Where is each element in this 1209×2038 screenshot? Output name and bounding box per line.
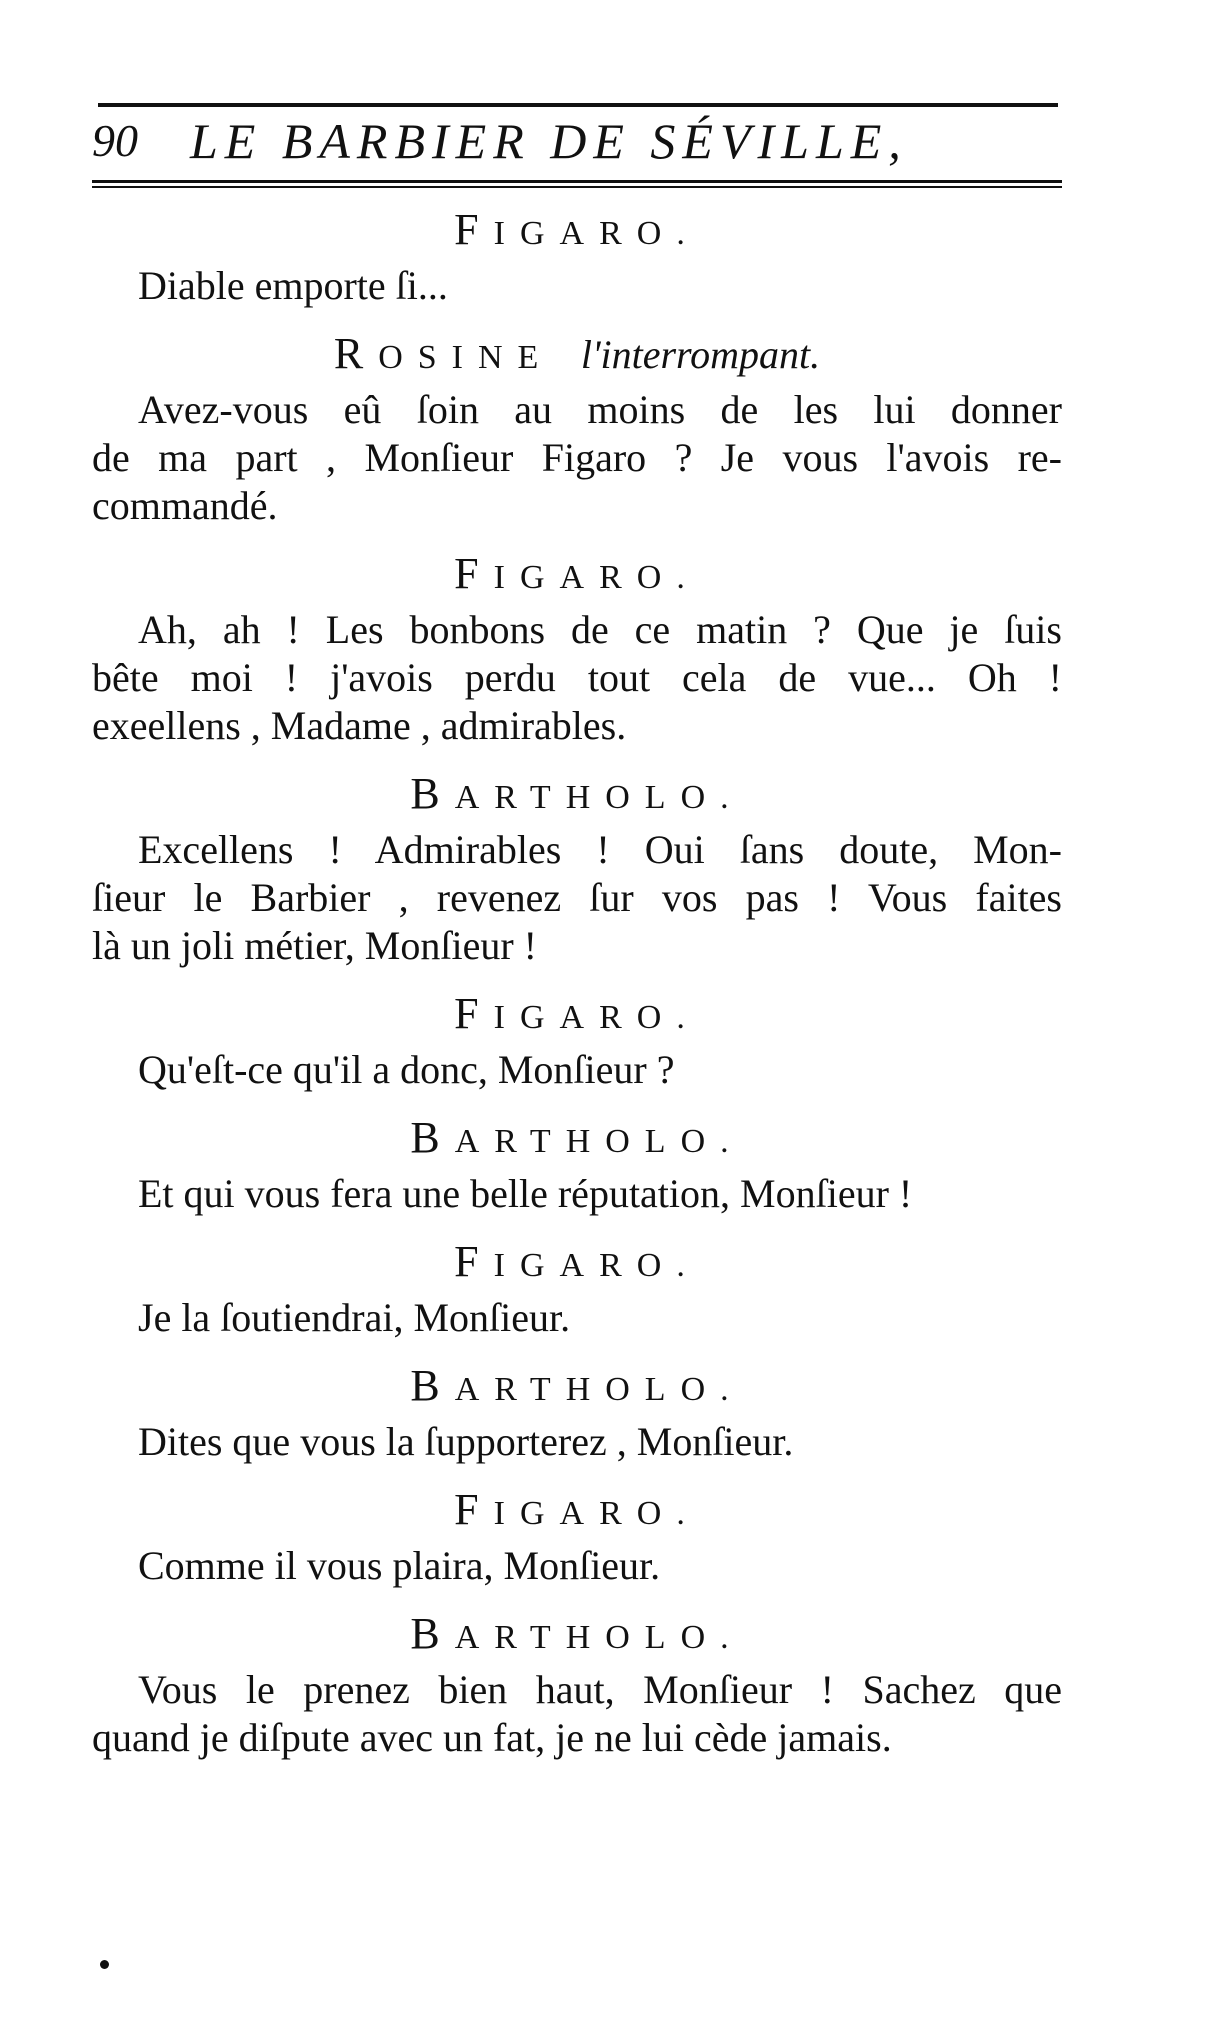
header-rule-top	[98, 103, 1058, 107]
speaker-name-rest: ARTHOLO.	[454, 779, 744, 816]
speaker-initial: F	[454, 549, 494, 598]
speaker-name-rest: ARTHOLO.	[454, 1619, 744, 1656]
dialogue-line: Vous le prenez bien haut, Monſieur ! Sachez que	[138, 1667, 1062, 1712]
speaker-heading	[92, 198, 1062, 262]
ink-speck	[100, 1960, 109, 1969]
speaker-initial: F	[454, 989, 494, 1038]
speaker-heading	[92, 542, 1062, 606]
speaker-heading	[92, 1106, 1062, 1170]
speaker-initial: B	[410, 1361, 455, 1410]
speaker-name-rest: IGARO.	[493, 1247, 700, 1284]
speaker-name-rest: OSINE	[378, 339, 554, 376]
speaker-name-rest: IGARO.	[493, 1495, 700, 1532]
dialogue-line: ſieur le Barbier , revenez ſur vos pas ! Vous faites	[92, 875, 1062, 920]
stage-direction: l'interrompant.	[580, 332, 821, 377]
speaker-initial: R	[333, 329, 379, 378]
speaker-name-rest: IGARO.	[493, 559, 700, 596]
speaker-heading	[92, 982, 1062, 1046]
running-title: LE BARBIER DE SÉVILLE,	[190, 113, 908, 169]
dialogue-line: Et qui vous fera une belle réputation, Monſieur !	[138, 1171, 913, 1216]
page-header	[92, 110, 1062, 172]
dialogue-line: Je la ſoutiendrai, Monſieur.	[138, 1295, 571, 1340]
dialogue-line: commandé.	[92, 483, 278, 528]
speaker-initial: B	[410, 769, 455, 818]
dialogue-line: quand je diſpute avec un fat, je ne lui cède jamais.	[92, 1715, 892, 1760]
speaker-heading	[92, 1354, 1062, 1418]
header-rule-bottom	[92, 180, 1062, 183]
speaker-heading	[92, 322, 1062, 386]
speaker-name-rest: IGARO.	[493, 215, 700, 252]
dialogue-line: de ma part , Monſieur Figaro ? Je vous l'avois re-	[92, 435, 1062, 480]
dialogue-line: Diable emporte ſi...	[138, 263, 448, 308]
dialogue-line: bête moi ! j'avois perdu tout cela de vue... Oh !	[92, 655, 1062, 700]
speaker-heading	[92, 762, 1062, 826]
speaker-initial: F	[454, 1237, 494, 1286]
speaker-initial: B	[410, 1113, 455, 1162]
speaker-initial: F	[454, 1485, 494, 1534]
page-number: 90	[92, 115, 138, 166]
speaker-initial: B	[410, 1609, 455, 1658]
play-text	[92, 198, 1062, 1762]
speaker-name-rest: IGARO.	[493, 999, 700, 1036]
dialogue-line: Dites que vous la ſupporterez , Monſieur.	[138, 1419, 794, 1464]
speaker-initial: F	[454, 205, 494, 254]
dialogue-line: Excellens ! Admirables ! Oui ſans doute, Mon-	[138, 827, 1062, 872]
speaker-name-rest: ARTHOLO.	[454, 1123, 744, 1160]
dialogue-line: Comme il vous plaira, Monſieur.	[138, 1543, 661, 1588]
speaker-heading	[92, 1602, 1062, 1666]
dialogue-line: là un joli métier, Monſieur !	[92, 923, 537, 968]
speaker-heading	[92, 1478, 1062, 1542]
dialogue-line: Ah, ah ! Les bonbons de ce matin ? Que je ſuis	[138, 607, 1062, 652]
speaker-name-rest: ARTHOLO.	[454, 1371, 744, 1408]
dialogue-line: Avez-vous eû ſoin au moins de les lui donner	[138, 387, 1062, 432]
speaker-heading	[92, 1230, 1062, 1294]
dialogue-line: Qu'eſt-ce qu'il a donc, Monſieur ?	[138, 1047, 675, 1092]
header-rule-bottom-thin	[92, 186, 1062, 188]
dialogue-line: exeellens , Madame , admirables.	[92, 703, 627, 748]
